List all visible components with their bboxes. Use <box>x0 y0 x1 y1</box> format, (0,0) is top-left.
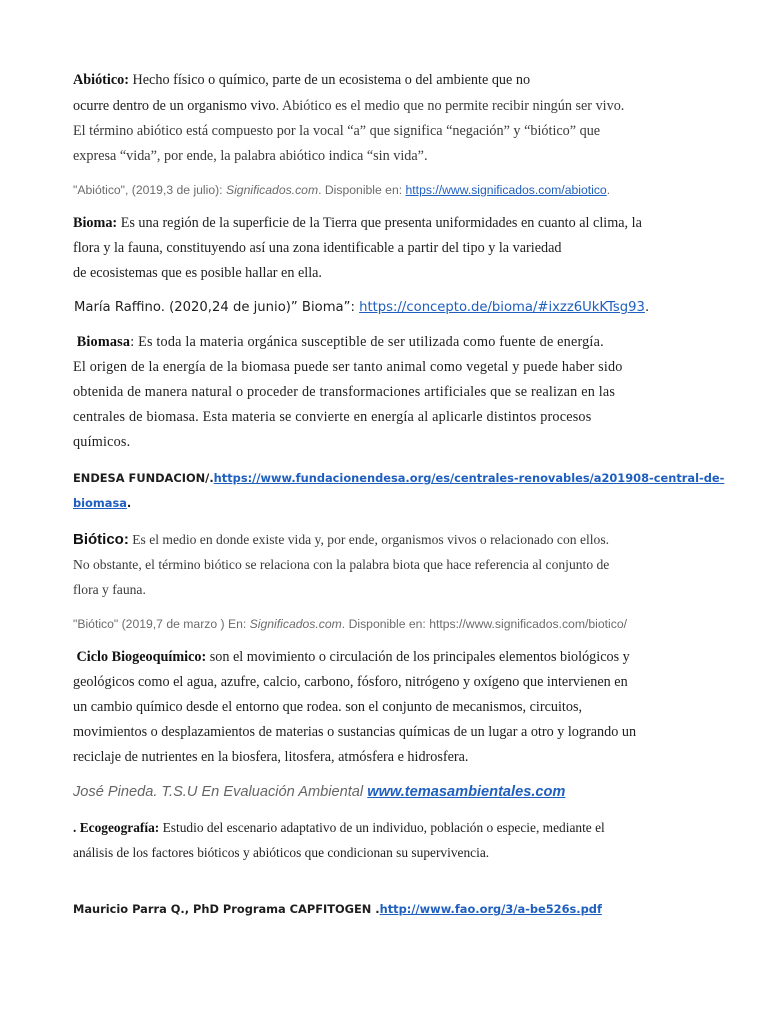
bioma-term: Bioma: <box>73 215 118 231</box>
abiotico-text-2a: ocurre dentro de un organismo vivo <box>73 98 276 114</box>
abiotico-text-2b: . Abiótico es el medio que no permite recibir ningún ser vivo. <box>275 98 625 114</box>
bioma-cite-link[interactable]: https://concepto.de/bioma/#ixzz6UkKTsg93 <box>359 300 645 315</box>
ciclo-text-5: reciclaje de nutrientes en la biosfera, litosfera, atmósfera e hidrosfera. <box>73 749 469 765</box>
abiotico-text-3: El término abiótico está compuesto por la vocal “a” que significa “negación” y “biótico” que <box>73 123 601 139</box>
biomasa-text-3: obtenida de manera natural o proceder de transformaciones artificiales que se realizan en las <box>73 384 616 400</box>
abiotico-term: Abiótico: <box>73 72 129 88</box>
biomasa-text-5: químicos. <box>73 434 131 450</box>
biomasa-cite-link-1[interactable]: https://www.fundacionendesa.org/es/centrales-renovables/a201908-central-de- <box>213 471 725 485</box>
biomasa-citation <box>73 466 725 516</box>
ciclo-text-2: geológicos como el agua, azufre, calcio, carbono, fósforo, nitrógeno y oxígeno que intervienen en <box>73 674 628 690</box>
bioma-cite-end: . <box>644 300 650 315</box>
ecogeografia-cite-text: Mauricio Parra Q., PhD Programa CAPFITOGEN . <box>73 902 380 916</box>
bioma-text-1: Es una región de la superficie de la Tierra que presenta uniformidades en cuanto al clima, la <box>117 215 642 231</box>
ciclo-cite-author: José Pineda <box>73 784 154 800</box>
biomasa-term: Biomasa <box>76 334 131 350</box>
ecogeografia-citation <box>73 897 698 922</box>
abiotico-cite-text: "Abiótico", (2019,3 de julio): <box>73 183 226 197</box>
ciclo-text-4: movimientos o desplazamientos de materias o sustancias químicas de un lugar a otro y logrando un <box>73 724 637 740</box>
biotico-cite-site: Significados.com <box>249 617 342 631</box>
biotico-text-1: Es el medio en donde existe vida y, por ende, organismos vivos o relacionado con ellos. <box>128 532 610 547</box>
bioma-cite-text: María Raffino. (2020,24 de junio)” Bioma”: <box>74 300 360 315</box>
abiotico-paragraph <box>73 68 698 169</box>
biomasa-text-1: : Es toda la materia orgánica susceptible de ser utilizada como fuente de energía. <box>130 334 604 350</box>
ciclo-paragraph <box>73 645 698 770</box>
biomasa-text-2: El origen de la energía de la biomasa puede ser tanto animal como vegetal y puede haber sido <box>73 359 623 375</box>
ciclo-cite-text: . T.S.U En Evaluación Ambiental <box>153 784 368 800</box>
ciclo-citation <box>73 781 698 803</box>
biotico-cite-text-b: . Disponible en: https://www.significados.com/biotico/ <box>341 617 627 631</box>
ecogeografia-paragraph <box>73 815 698 865</box>
abiotico-text-1: Hecho físico o químico, parte de un ecosistema o del ambiente que no <box>128 72 531 88</box>
biotico-paragraph <box>73 527 698 602</box>
ecogeografia-text-2: análisis de los factores bióticos y abióticos que condicionan su supervivencia. <box>73 845 490 860</box>
bioma-paragraph <box>73 211 698 286</box>
ciclo-text-1: son el movimiento o circulación de los principales elementos biológicos y <box>206 649 630 665</box>
bioma-citation <box>74 298 699 318</box>
abiotico-cite-link[interactable]: https://www.significados.com/abiotico <box>405 183 607 197</box>
abiotico-cite-end: . <box>606 183 611 197</box>
biomasa-cite-link-2[interactable]: biomasa <box>73 496 127 510</box>
ciclo-cite-link[interactable]: www.temasambientales.com <box>367 784 566 800</box>
biomasa-cite-end: . <box>126 496 132 510</box>
biotico-citation <box>73 615 698 633</box>
abiotico-text-4: expresa “vida”, por ende, la palabra abiótico indica “sin vida”. <box>73 148 428 164</box>
bioma-text-2: flora y la fauna, constituyendo así una zona identificable a partir del tipo y la variedad <box>73 240 562 256</box>
biomasa-text-4: centrales de biomasa. Esta materia se convierte en energía al aplicarle distintos procesos <box>73 409 592 425</box>
biomasa-cite-text: ENDESA FUNDACION/. <box>73 471 214 485</box>
abiotico-cite-text-b: . Disponible en: <box>318 183 406 197</box>
biotico-cite-text: "Biótico" (2019,7 de marzo ) En: <box>73 617 250 631</box>
biotico-text-3: flora y fauna. <box>73 582 146 597</box>
biomasa-paragraph <box>73 330 698 455</box>
bioma-text-3: de ecosistemas que es posible hallar en ella. <box>73 265 322 281</box>
ecogeografia-cite-link[interactable]: http://www.fao.org/3/a-be526s.pdf <box>379 902 602 916</box>
abiotico-citation <box>73 181 698 199</box>
abiotico-cite-site: Significados.com <box>225 183 319 197</box>
biotico-term: Biótico: <box>73 531 129 548</box>
ciclo-term: Ciclo Biogeoquímico: <box>76 649 207 665</box>
ecogeografia-term: . Ecogeografía: <box>73 820 160 835</box>
biotico-text-2: No obstante, el término biótico se relaciona con la palabra biota que hace referencia al conjunto de <box>73 557 610 572</box>
ecogeografia-text-1: Estudio del escenario adaptativo de un individuo, población o especie, mediante el <box>159 820 605 835</box>
ciclo-text-3: un cambio químico desde el entorno que rodea. son el conjunto de mecanismos, circuitos, <box>73 699 583 715</box>
